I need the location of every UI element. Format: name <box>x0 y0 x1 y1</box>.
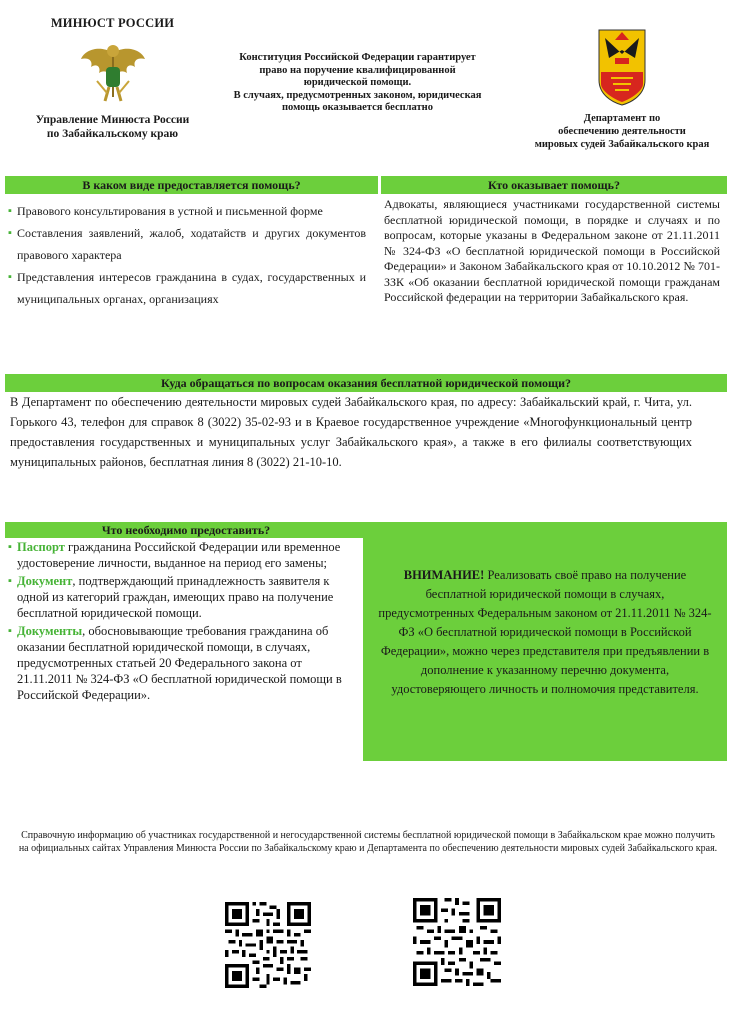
contact-section-title: Куда обращаться по вопросам оказания бесплатной юридической помощи? <box>5 374 727 392</box>
needs-section-title: Что необходимо предоставить? <box>5 522 367 538</box>
center-line: Конституция Российской Федерации гарантирует <box>239 52 476 63</box>
left-caption <box>20 113 205 141</box>
center-line: В случаях, предусмотренных законом, юридическая <box>233 89 482 101</box>
right-caption-line: Департамент по <box>583 113 661 124</box>
bullet-icon: ▪ <box>8 541 12 553</box>
left-caption-line: Управление Минюста России <box>35 114 190 126</box>
who-text: Адвокаты, являющиеся участниками государственной системы бесплатной юридической помощи, в порядке и случаях и по вопросам, которые указаны в Федеральном законе от 21.11.2011 № 324-ФЗ «О бесплатной юридической помощи в Российской Федерации» и Законом Забайкальского края от 10.10.2012 № 701-ЗЗК «Об оказании бесплатной юридической помощи гражданам Российской федерации на территории Забайкальского края. <box>384 197 720 304</box>
right-caption <box>522 112 722 151</box>
attention-box <box>363 522 727 761</box>
who-section-title: Кто оказывает помощь? <box>381 176 727 194</box>
right-caption-line: мировых судей Забайкальского края <box>534 139 710 150</box>
bullet-icon: ▪ <box>8 205 12 217</box>
center-line: право на поручение квалифицированной <box>259 64 456 76</box>
left-caption-line: по Забайкальскому краю <box>46 128 179 140</box>
footer-note: Справочную информацию об участниках государственной и негосударственной системы бесплатной юридической помощи в Забайкальском крае можно получить на официальных сайтах Управления Минюста России по Забайкальскому краю и Департамента по обеспечению деятельности мировых судей Забайкальского края. <box>18 830 718 854</box>
ministry-header <box>20 16 205 141</box>
list-item <box>8 623 348 703</box>
needs-item-lead: Документы <box>17 624 83 638</box>
list-item <box>8 222 366 266</box>
attention-label: ВНИМАНИЕ! <box>403 568 485 582</box>
forms-item-text: Составления заявлений, жалоб, ходатайств и других документов правового характера <box>17 226 366 262</box>
needs-item-text <box>17 573 348 621</box>
needs-item-lead: Документ <box>17 574 73 588</box>
list-item <box>8 539 348 571</box>
bullet-icon: ▪ <box>8 575 12 587</box>
forms-item-text: Правового консультирования в устной и письменной форме <box>17 204 323 218</box>
qr-code-icon <box>225 902 311 988</box>
forms-list <box>8 200 366 310</box>
needs-item-lead: Паспорт <box>17 540 65 554</box>
ministry-title: МИНЮСТ РОССИИ <box>50 16 175 30</box>
center-line: помощь оказывается бесплатно <box>282 102 433 113</box>
forms-section-title: В каком виде предоставляется помощь? <box>5 176 378 194</box>
list-item <box>8 573 348 621</box>
needs-item-text <box>17 539 348 571</box>
list-item <box>8 200 366 222</box>
department-header <box>522 28 722 151</box>
bullet-icon: ▪ <box>8 271 12 283</box>
list-item <box>8 266 366 310</box>
needs-list <box>8 539 348 703</box>
needs-item-body: , подтверждающий принадлежность заявителя к одной из категорий граждан, имеющих право на получение бесплатной юридической помощи. <box>17 574 334 620</box>
attention-text: Реализовать своё право на получение бесплатной юридической помощи в случаях, предусмотренных Федеральным законом от 21.11.2011 № 324-ФЗ «О бесплатной юридической помощи в Российской Федерации», можно через представителя при предъявлении в дополнение к указанному перечню документа, удостоверяющего личность и полномочия представителя. <box>378 568 712 696</box>
needs-item-body: , обосновывающие требования гражданина об оказании бесплатной юридической помощи, в случаях, предусмотренных статьей 20 Федерального закона от 21.11.2011 № 324-ФЗ «О бесплатной юридической помощи в Российской Федерации». <box>17 624 342 702</box>
zabaykalsky-coat-of-arms-icon <box>597 28 647 106</box>
center-line: юридической помощи. <box>303 77 412 88</box>
qr-code-icon <box>413 898 501 986</box>
right-caption-line: обеспечению деятельности <box>558 126 686 137</box>
needs-item-text <box>17 623 348 703</box>
bullet-icon: ▪ <box>8 227 12 239</box>
needs-item-body: гражданина Российской Федерации или временное удостоверение личности, выданное на период его замены; <box>17 540 341 570</box>
ministry-eagle-emblem-icon <box>77 37 149 109</box>
bullet-icon: ▪ <box>8 625 12 637</box>
forms-item-text: Представления интересов гражданина в судах, государственных и муниципальных органах, организациях <box>17 270 366 306</box>
constitution-note <box>215 52 500 115</box>
contact-text: В Департамент по обеспечению деятельности мировых судей Забайкальского края, по адресу: Забайкальский край, г. Чита, ул. Горького 43, телефон для справок 8 (3022) 35-02-93 и в Краевое государственное учреждение «Многофункциональный центр предоставления государственных и муниципальных услуг Забайкальского края», а также в его филиалы соответствующих муниципальных районов, бесплатная линия 8 (3022) 21-10-10. <box>10 395 692 469</box>
